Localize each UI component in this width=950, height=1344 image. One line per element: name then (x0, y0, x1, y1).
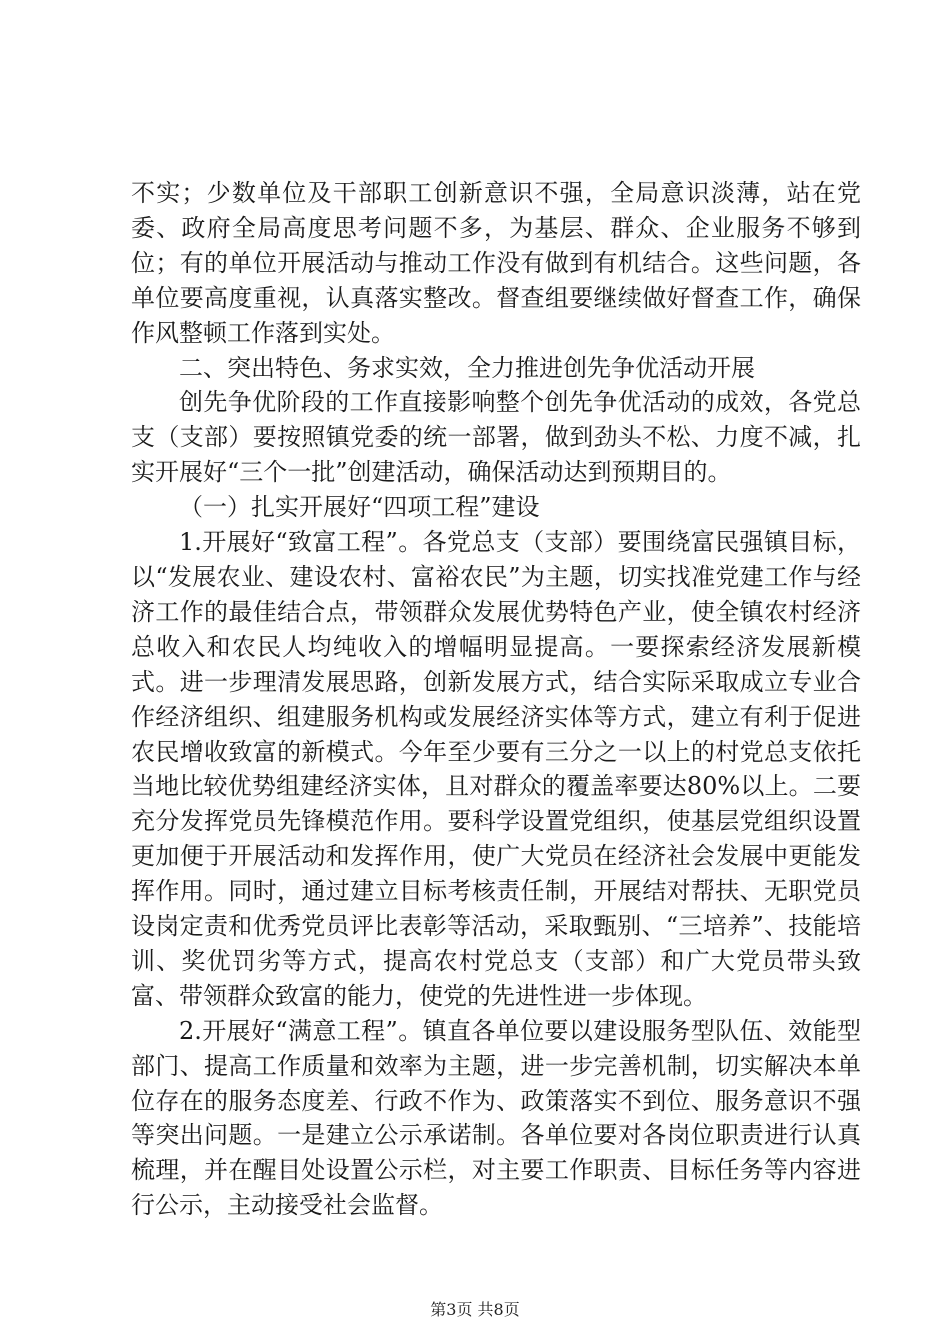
page-number-footer: 第3页 共8页 (430, 1300, 520, 1319)
paragraph: 2.开展好“满意工程”。镇直各单位要以建设服务型队伍、效能型部门、提高工作质量和效率为主题，进一步完善机制，切实解决本单位存在的服务态度差、行政不作为、政策落实不到位、服务意识不强等突出问题。一是建立公示承诺制。各单位要对各岗位职责进行认真梳理，并在醒目处设置公示栏，对主要工作职责、目标任务等内容进行公示，主动接受社会监督。 (131, 1016, 861, 1220)
subsection-heading: （一）扎实开展好“四项工程”建设 (179, 493, 540, 522)
document-body (131, 176, 861, 1223)
paragraph: 创先争优阶段的工作直接影响整个创先争优活动的成效，各党总支（支部）要按照镇党委的统一部署，做到劲头不松、力度不减，扎实开展好“三个一批”创建活动，确保活动达到预期目的。 (131, 388, 861, 487)
section-heading: 二、突出特色、务求实效，全力推进创先争优活动开展 (179, 353, 755, 382)
paragraph: 1.开展好“致富工程”。各党总支（支部）要围绕富民强镇目标，以“发展农业、建设农村、富裕农民”为主题，切实找准党建工作与经济工作的最佳结合点，带领群众发展优势特色产业，使全镇农村经济总收入和农民人均纯收入的增幅明显提高。一要探索经济发展新模式。进一步理清发展思路，创新发展方式，结合实际采取成立专业合作经济组织、组建服务机构或发展经济实体等方式，建立有利于促进农民增收致富的新模式。今年至少要有三分之一以上的村党总支依托当地比较优势组建经济实体，且对群众的覆盖率要达80%以上。二要充分发挥党员先锋模范作用。要科学设置党组织，使基层党组织设置更加便于开展活动和发挥作用，使广大党员在经济社会发展中更能发挥作用。同时，通过建立目标考核责任制，开展结对帮扶、无职党员设岗定责和优秀党员评比表彰等活动，采取甄别、“三培养”、技能培训、奖优罚劣等方式，提高农村党总支（支部）和广大党员带头致富、带领群众致富的能力，使党的先进性进一步体现。 (131, 528, 861, 1010)
paragraph-continuation: 不实；少数单位及干部职工创新意识不强，全局意识淡薄，站在党委、政府全局高度思考问题不多，为基层、群众、企业服务不够到位；有的单位开展活动与推动工作没有做到有机结合。这些问题，各单位要高度重视，认真落实整改。督查组要继续做好督查工作，确保作风整顿工作落到实处。 (131, 179, 861, 347)
